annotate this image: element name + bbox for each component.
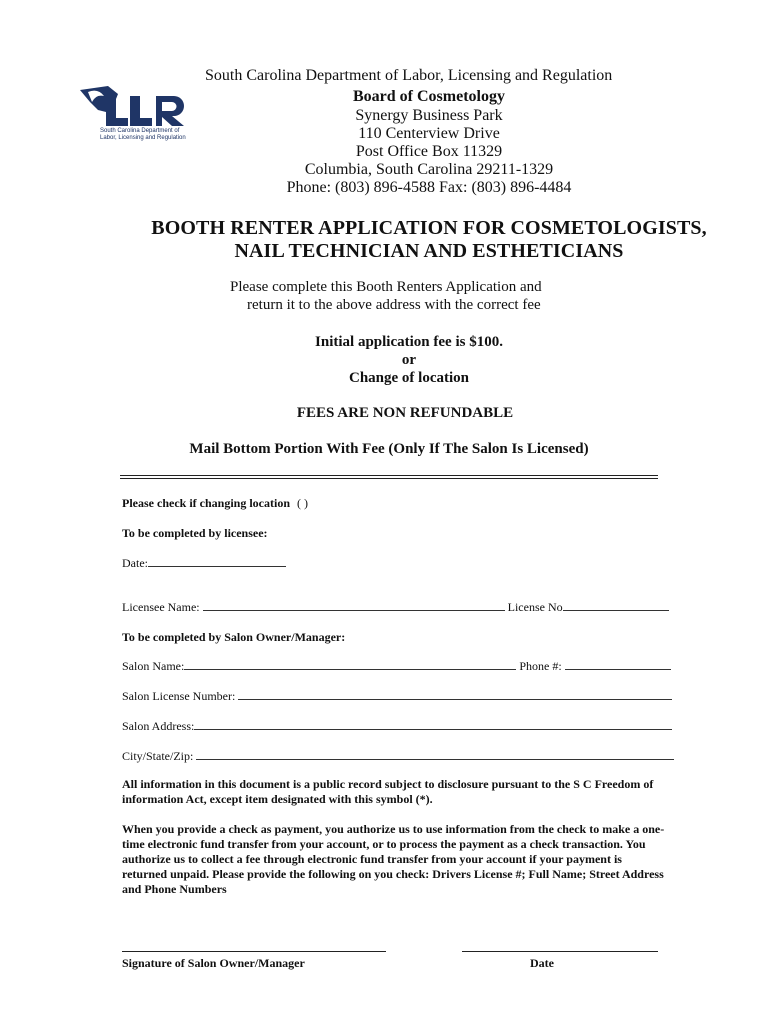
- salon-name-input[interactable]: [184, 659, 516, 670]
- check-payment-notice: When you provide a check as payment, you authorize us to use information from the check to make a one-time electronic fund transfer from your account, or to process the payment as a check transaction. You authorize us to collect a fee through electronic fund transfer from your account if your payment is returned unpaid. Please provide the following on you check: Drivers License #; Full Name; Street Address and Phone Numbers: [122, 822, 665, 896]
- city-state-zip-row: [122, 748, 682, 764]
- salon-license-input[interactable]: [238, 689, 672, 700]
- address-line3: Post Office Box 11329: [355, 143, 503, 160]
- logo-caption-line1: South Carolina Department of: [100, 128, 180, 134]
- phone-label: Phone #:: [519, 659, 562, 673]
- license-no-label: License No: [507, 600, 563, 614]
- owner-signature-line[interactable]: [122, 951, 386, 952]
- license-no-input[interactable]: [563, 600, 669, 611]
- fee-line2: or: [401, 352, 417, 368]
- fee-line1: Initial application fee is $100.: [315, 334, 503, 350]
- phone-input[interactable]: [565, 659, 671, 670]
- logo-caption-line2: Labor, Licensing and Regulation: [100, 135, 186, 141]
- owner-heading: To be completed by Salon Owner/Manager:: [122, 630, 346, 644]
- public-record-notice: All information in this document is a public record subject to disclosure pursuant to the S C Freedom of information Act, except item designated with this symbol (*).: [122, 777, 654, 806]
- salon-address-row: [122, 718, 682, 734]
- licensee-name-input[interactable]: [203, 600, 505, 611]
- licensee-heading: To be completed by licensee:: [122, 526, 268, 540]
- salon-license-label: Salon License Number:: [122, 689, 236, 703]
- page-title-line2: NAIL TECHNICIAN AND ESTHETICIANS: [234, 240, 624, 262]
- salon-address-input[interactable]: [194, 719, 672, 730]
- date-input[interactable]: [148, 556, 286, 567]
- owner-signature-label: Signature of Salon Owner/Manager: [122, 956, 305, 970]
- change-location-label: Please check if changing location: [122, 496, 290, 510]
- board-name: Board of Cosmetology: [353, 88, 505, 105]
- date-signature-line[interactable]: [462, 951, 658, 952]
- address-line4: Columbia, South Carolina 29211-1329: [304, 161, 554, 178]
- instructions-line1: Please complete this Booth Renters Application and: [230, 279, 542, 295]
- change-location-checkbox[interactable]: ( ): [297, 496, 308, 510]
- date-label: Date:: [122, 556, 148, 570]
- change-location-row: [122, 495, 682, 511]
- city-state-zip-label: City/State/Zip:: [122, 749, 194, 763]
- mail-instructions: Mail Bottom Portion With Fee (Only If The Salon Is Licensed): [189, 441, 589, 457]
- date-row: [122, 555, 682, 571]
- signature-date-label: Date: [530, 956, 554, 970]
- fee-line3: Change of location: [349, 370, 469, 386]
- salon-name-row: [122, 658, 682, 674]
- licensee-name-row: [122, 599, 682, 615]
- page-title-line1: BOOTH RENTER APPLICATION FOR COSMETOLOGISTS,: [151, 217, 707, 239]
- divider-top: [120, 475, 658, 476]
- agency-name: South Carolina Department of Labor, Licensing and Regulation: [205, 67, 613, 84]
- salon-name-label: Salon Name:: [122, 659, 185, 673]
- address-line2: 110 Centerview Drive: [358, 125, 500, 142]
- non-refundable: FEES ARE NON REFUNDABLE: [296, 405, 514, 421]
- address-line1: Synergy Business Park: [355, 107, 503, 124]
- instructions-line2: return it to the above address with the correct fee: [247, 297, 541, 313]
- divider-bottom: [120, 478, 658, 479]
- salon-address-label: Salon Address:: [122, 719, 195, 733]
- licensee-name-label: Licensee Name:: [122, 600, 200, 614]
- salon-license-row: [122, 688, 682, 704]
- city-state-zip-input[interactable]: [196, 749, 674, 760]
- phone-fax: Phone: (803) 896-4588 Fax: (803) 896-4484: [286, 179, 572, 196]
